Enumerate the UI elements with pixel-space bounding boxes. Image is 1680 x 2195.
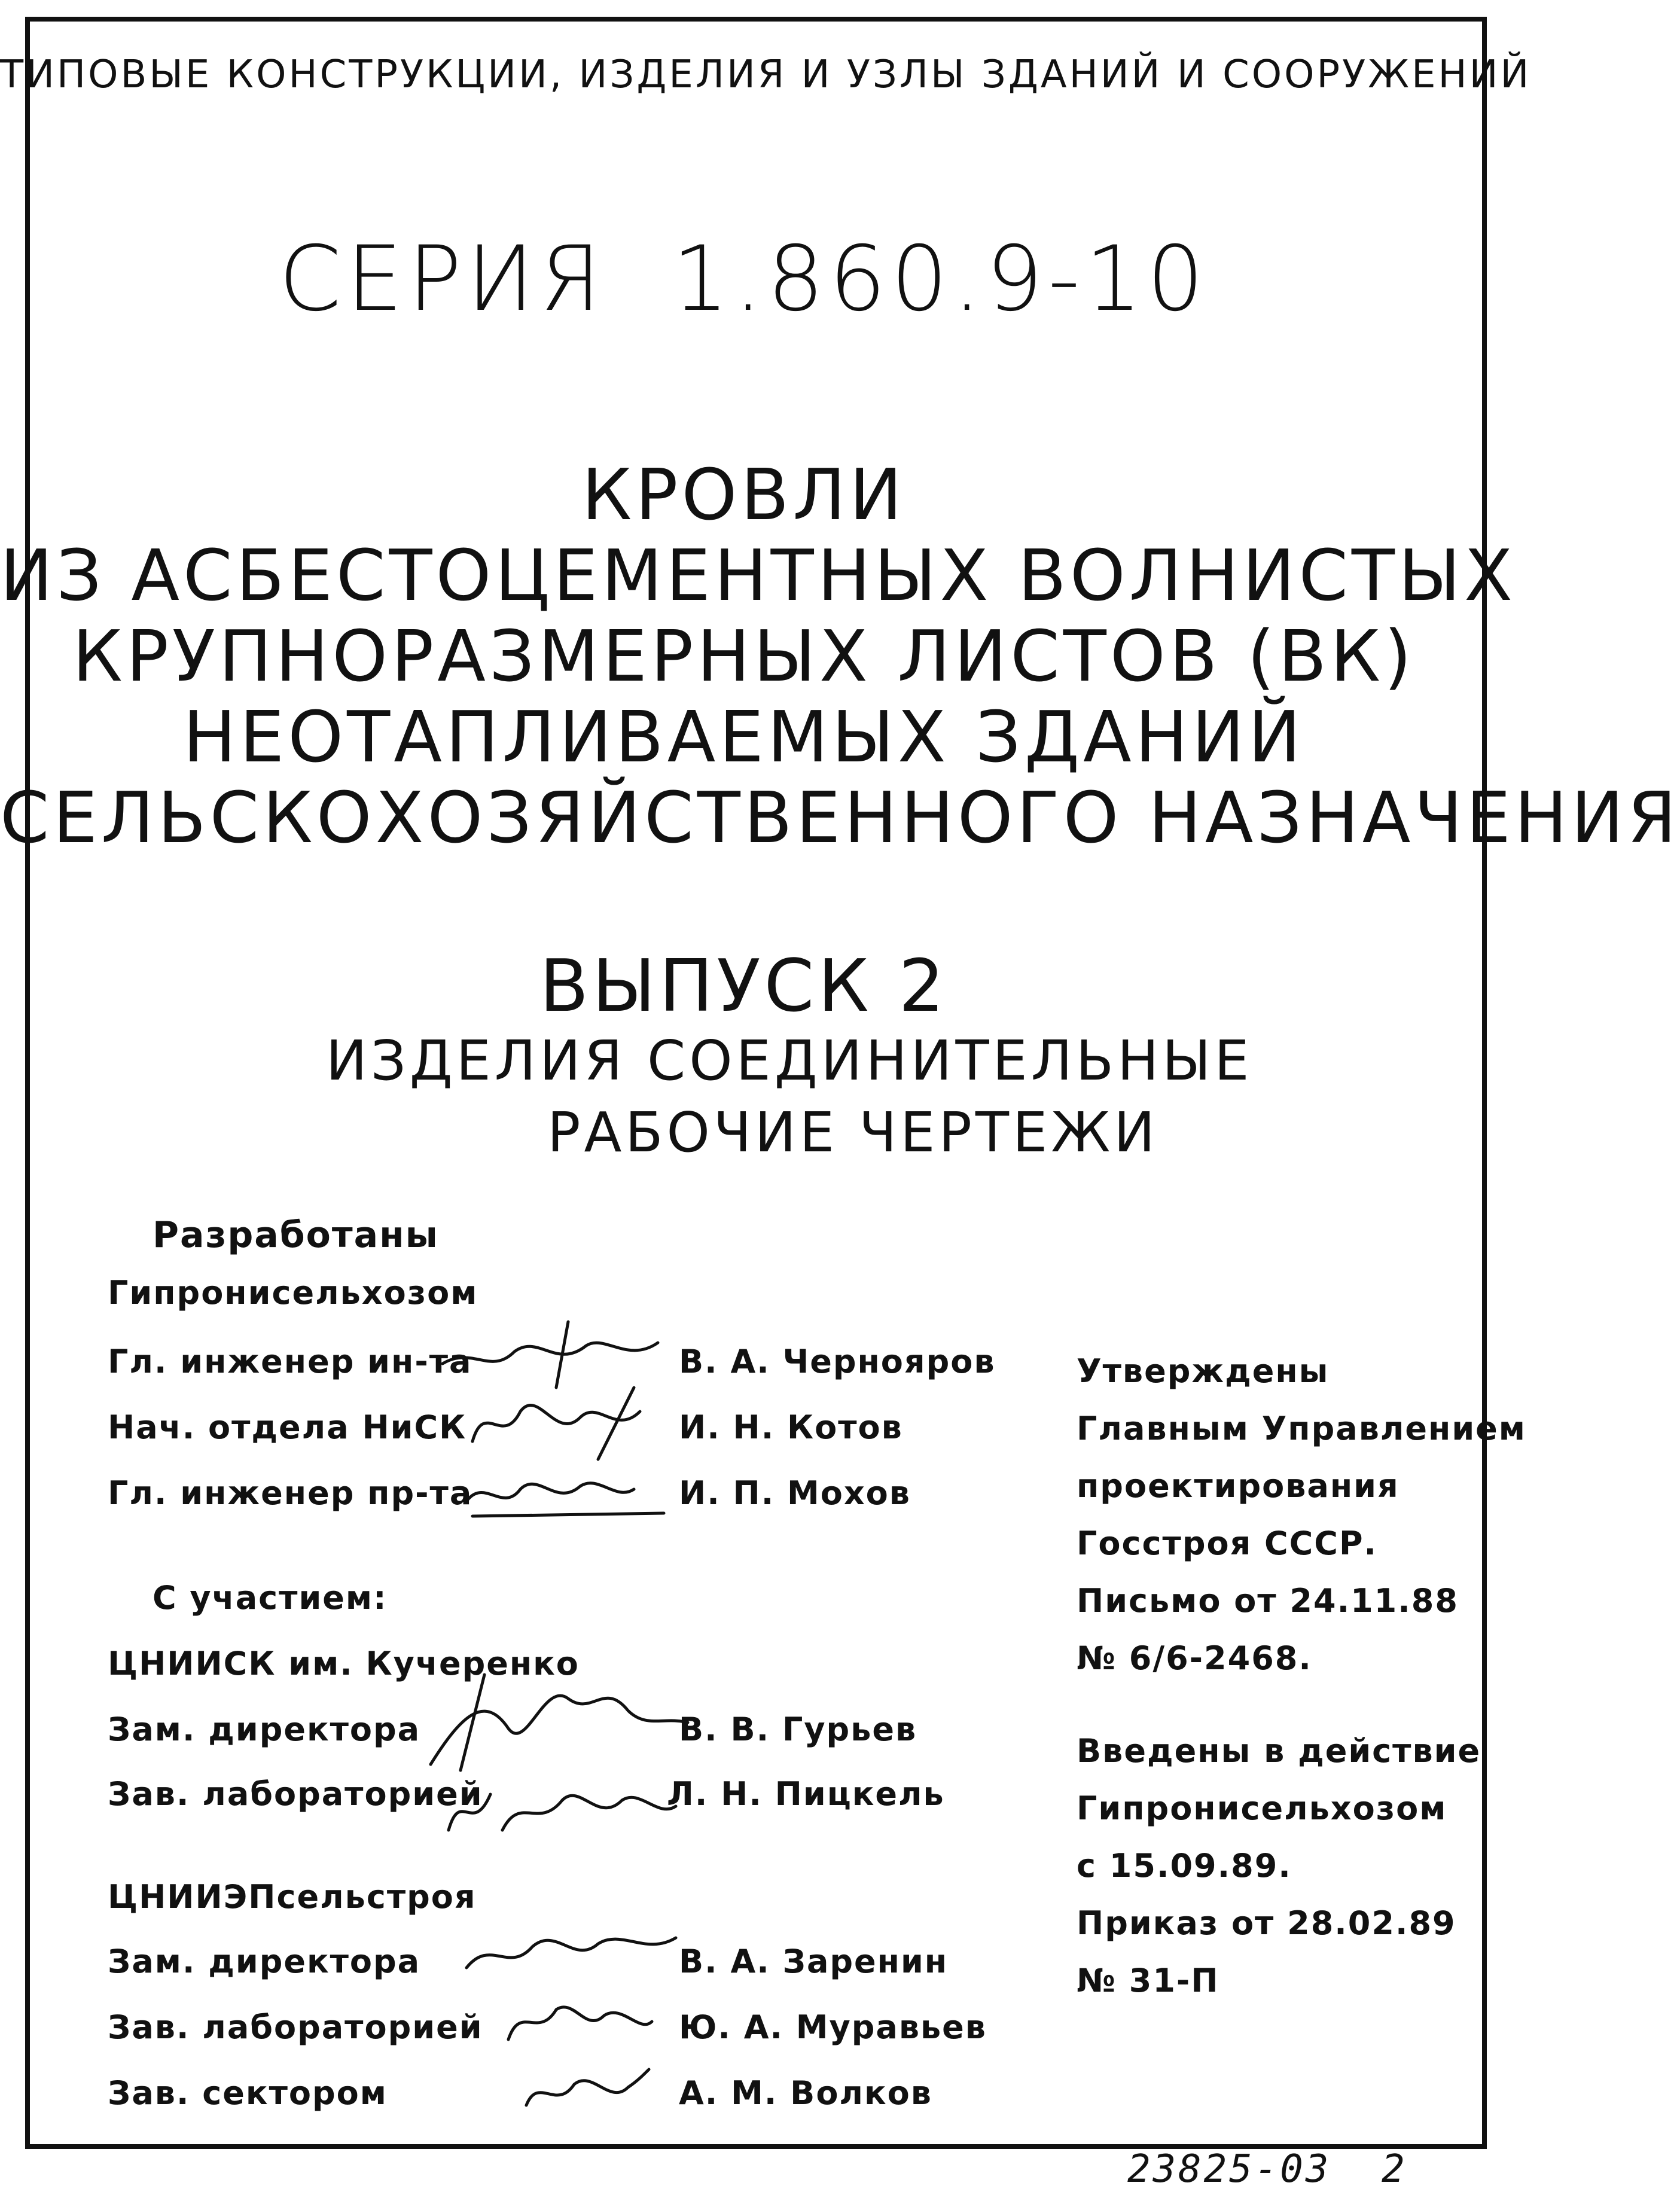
role-label: Гл. инженер ин-та	[108, 1343, 472, 1380]
signature-kotov	[461, 1376, 676, 1465]
role-label: Зам. директора	[108, 1943, 421, 1980]
signature-mokhov	[455, 1459, 682, 1525]
approval-line: № 6/6-2468.	[1077, 1639, 1312, 1677]
developers-heading: Разработаны	[153, 1214, 439, 1256]
role-label: Нач. отдела НиСК	[108, 1409, 467, 1446]
issue-subtitle-1: ИЗДЕЛИЯ СОЕДИНИТЕЛЬНЫЕ	[326, 1029, 1253, 1093]
issue-label: ВЫПУСК 2	[539, 945, 949, 1028]
title-line: НЕОТАПЛИВАЕМЫХ ЗДАНИЙ	[182, 696, 1305, 778]
approval-line: Утверждены	[1077, 1352, 1330, 1390]
signature-zarenin	[455, 1914, 694, 1980]
enactment-line: Введены в действие	[1077, 1732, 1481, 1770]
person-name: В. В. Гурьев	[679, 1711, 917, 1748]
issue-subtitle-2: РАБОЧИЕ ЧЕРТЕЖИ	[547, 1100, 1159, 1164]
participant-org: ЦНИИСК им. Кучеренко	[108, 1645, 580, 1682]
role-label: Гл. инженер пр-та	[108, 1474, 473, 1512]
signature-pitskel	[437, 1770, 688, 1842]
page-number: 2	[1382, 2147, 1407, 2191]
approval-line: Письмо от 24.11.88	[1077, 1582, 1459, 1620]
enactment-line: Приказ от 28.02.89	[1077, 1904, 1456, 1942]
approval-block	[1077, 1343, 1526, 1687]
participation-heading: С участием:	[153, 1579, 388, 1617]
person-name: И. П. Мохов	[679, 1474, 911, 1512]
series-title	[0, 227, 1487, 331]
developers-org: Гипронисельхозом	[108, 1274, 478, 1312]
document-title	[0, 453, 1680, 859]
signature-guryev	[413, 1657, 700, 1776]
title-line: СЕЛЬСКОХОЗЯЙСТВЕННОГО НАЗНАЧЕНИЯ	[0, 776, 1680, 859]
enactment-block	[1077, 1723, 1481, 2010]
document-code: 23825-03	[1127, 2147, 1331, 2191]
approval-line: Главным Управлением	[1077, 1410, 1526, 1447]
role-label: Зам. директора	[108, 1711, 421, 1748]
person-name: А. М. Волков	[679, 2074, 932, 2112]
enactment-line: с 15.09.89.	[1077, 1847, 1292, 1885]
signature-muravyev	[496, 1986, 664, 2051]
enactment-line: № 31-П	[1077, 1962, 1219, 1999]
title-line: КРОВЛИ	[581, 453, 906, 536]
person-name: Л. Н. Пицкель	[667, 1775, 945, 1813]
organization-header: ТИПОВЫЕ КОНСТРУКЦИИ, ИЗДЕЛИЯ И УЗЛЫ ЗДАНИЙ И СООРУЖЕНИЙ	[0, 53, 1532, 97]
series-label: СЕРИЯ	[279, 227, 606, 331]
role-label: Зав. сектором	[108, 2074, 388, 2112]
signature-volkov	[514, 2057, 658, 2117]
series-number: 1.860.9-10	[672, 227, 1209, 331]
approval-line: Госстроя СССР.	[1077, 1525, 1378, 1562]
role-label: Зав. лабораторией	[108, 2008, 483, 2046]
person-name: И. Н. Котов	[679, 1409, 903, 1446]
person-name: В. А. Черноярoв	[679, 1343, 996, 1380]
title-line: КРУПНОРАЗМЕРНЫХ ЛИСТОВ (ВК)	[72, 615, 1416, 697]
title-line: ИЗ АСБЕСТОЦЕМЕНТНЫХ ВОЛНИСТЫХ	[0, 534, 1516, 617]
participant-org: ЦНИИЭПсельстроя	[108, 1878, 477, 1916]
approval-line: проектирования	[1077, 1467, 1400, 1505]
enactment-line: Гипронисельхозом	[1077, 1789, 1447, 1827]
person-name: Ю. А. Муравьев	[679, 2008, 987, 2046]
person-name: В. А. Заренин	[679, 1943, 949, 1980]
role-label: Зав. лабораторией	[108, 1775, 483, 1813]
